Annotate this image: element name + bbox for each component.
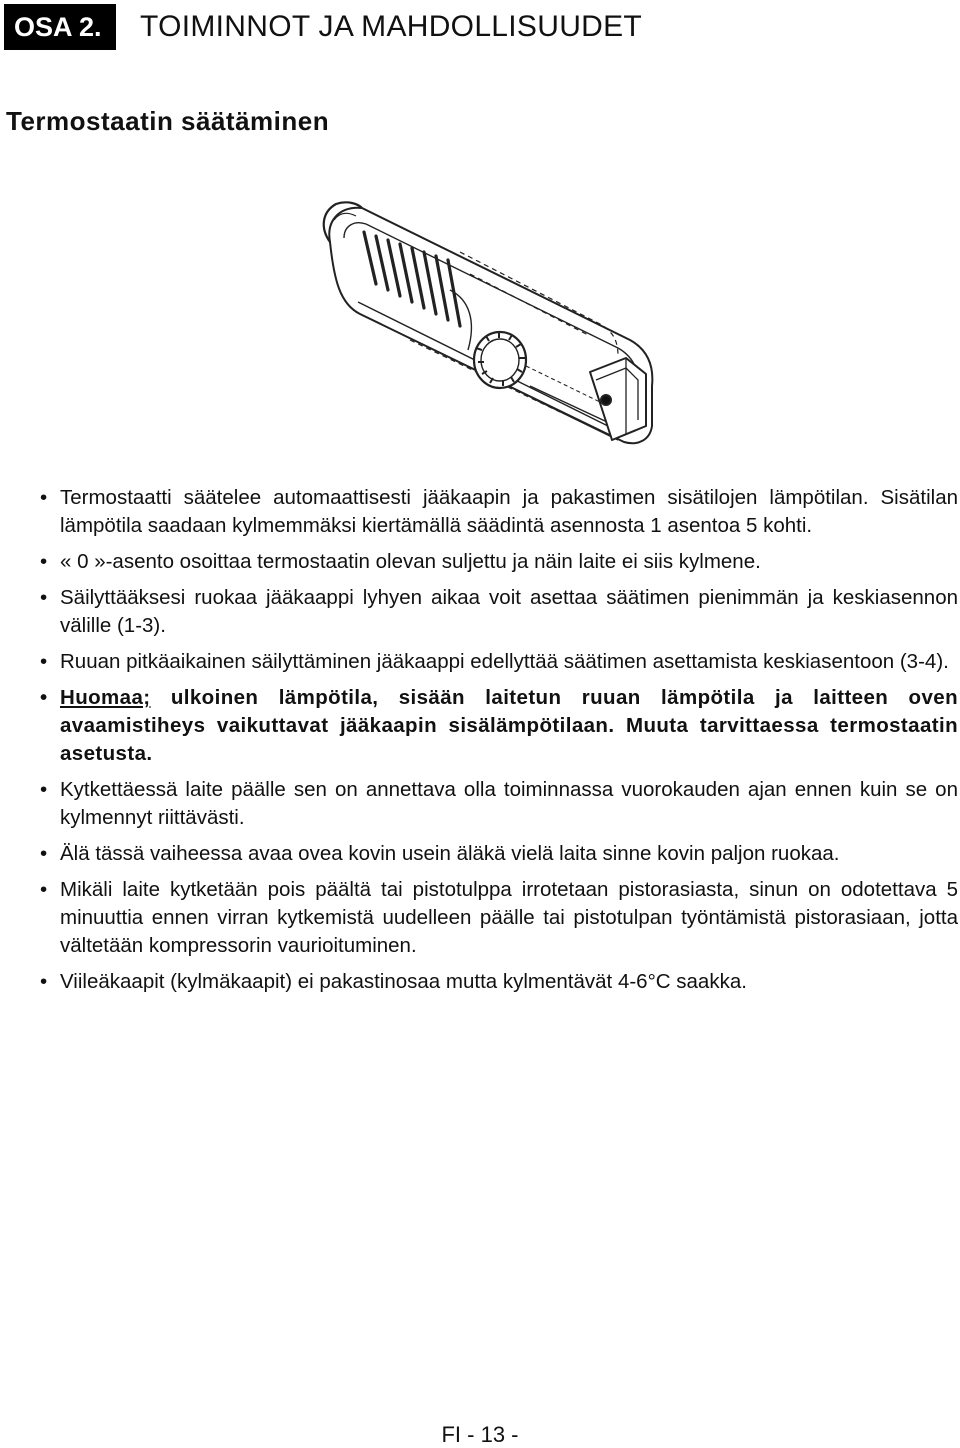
list-item: • Mikäli laite kytketään pois päältä tai pistotulppa irrotetaan pistorasiasta, sinun on odotettava 5 minuuttia ennen virran kytkemistä uudelleen päälle tai pistotulpan työntämistä pistorasiaan, jotta vältetään kompressorin vaurioituminen. [40, 878, 958, 957]
bullet-icon: • [40, 586, 48, 609]
thermostat-illustration [300, 190, 660, 460]
bullet-icon: • [40, 842, 48, 865]
page-number: FI - 13 - [441, 1422, 519, 1447]
list-item: • Termostaatti säätelee automaattisesti jääkaapin ja pakastimen sisätilojen lämpötilan. Sisätilan lämpötila saadaan kylmemmäksi kiertämällä säädintä asennosta 1 asentoa 5 kohti. [40, 486, 958, 537]
bullet-icon: • [40, 650, 48, 673]
list-item: • Viileäkaapit (kylmäkaapit) ei pakastinosaa mutta kylmentävät 4-6°C saakka. [40, 968, 958, 996]
list-item: • Kytkettäessä laite päälle sen on annettava olla toiminnassa vuorokauden ajan ennen kuin se on kylmennyt riittävästi. [40, 778, 958, 829]
bullet-icon: • [40, 878, 48, 901]
section-badge: OSA 2. [4, 4, 116, 50]
section-title: TOIMINNOT JA MAHDOLLISUUDET [140, 10, 643, 43]
section-header [4, 4, 642, 50]
note-text: ulkoinen lämpötila, sisään laitetun ruuan lämpötila ja laitteen oven avaamistiheys vaikuttavat jääkaapin sisälämpötilaan. Muuta tarvittaessa termostaatin asetusta. [60, 686, 958, 765]
page-subtitle: Termostaatin säätäminen [6, 106, 330, 136]
bullet-icon: • [40, 686, 48, 709]
list-item: • Älä tässä vaiheessa avaa ovea kovin usein äläkä vielä laita sinne kovin paljon ruokaa. [40, 840, 958, 868]
bullet-icon: • [40, 970, 48, 993]
bullet-icon: • [40, 550, 48, 573]
list-item: • Ruuan pitkäaikainen säilyttäminen jääkaappi edellyttää säätimen asettamista keskiasentoon (3-4). [40, 648, 958, 676]
note-label: Huomaa; [60, 686, 151, 709]
list-item: • Säilyttääksesi ruokaa jääkaappi lyhyen aikaa voit asettaa säätimen pienimmän ja keskiasennon välille (1-3). [40, 586, 958, 637]
instruction-list [40, 484, 958, 1004]
bullet-icon: • [40, 486, 48, 509]
list-item: • « 0 »-asento osoittaa termostaatin olevan suljettu ja näin laite ei siis kylmene. [40, 548, 958, 576]
bullet-icon: • [40, 778, 48, 801]
note-item [40, 684, 958, 768]
